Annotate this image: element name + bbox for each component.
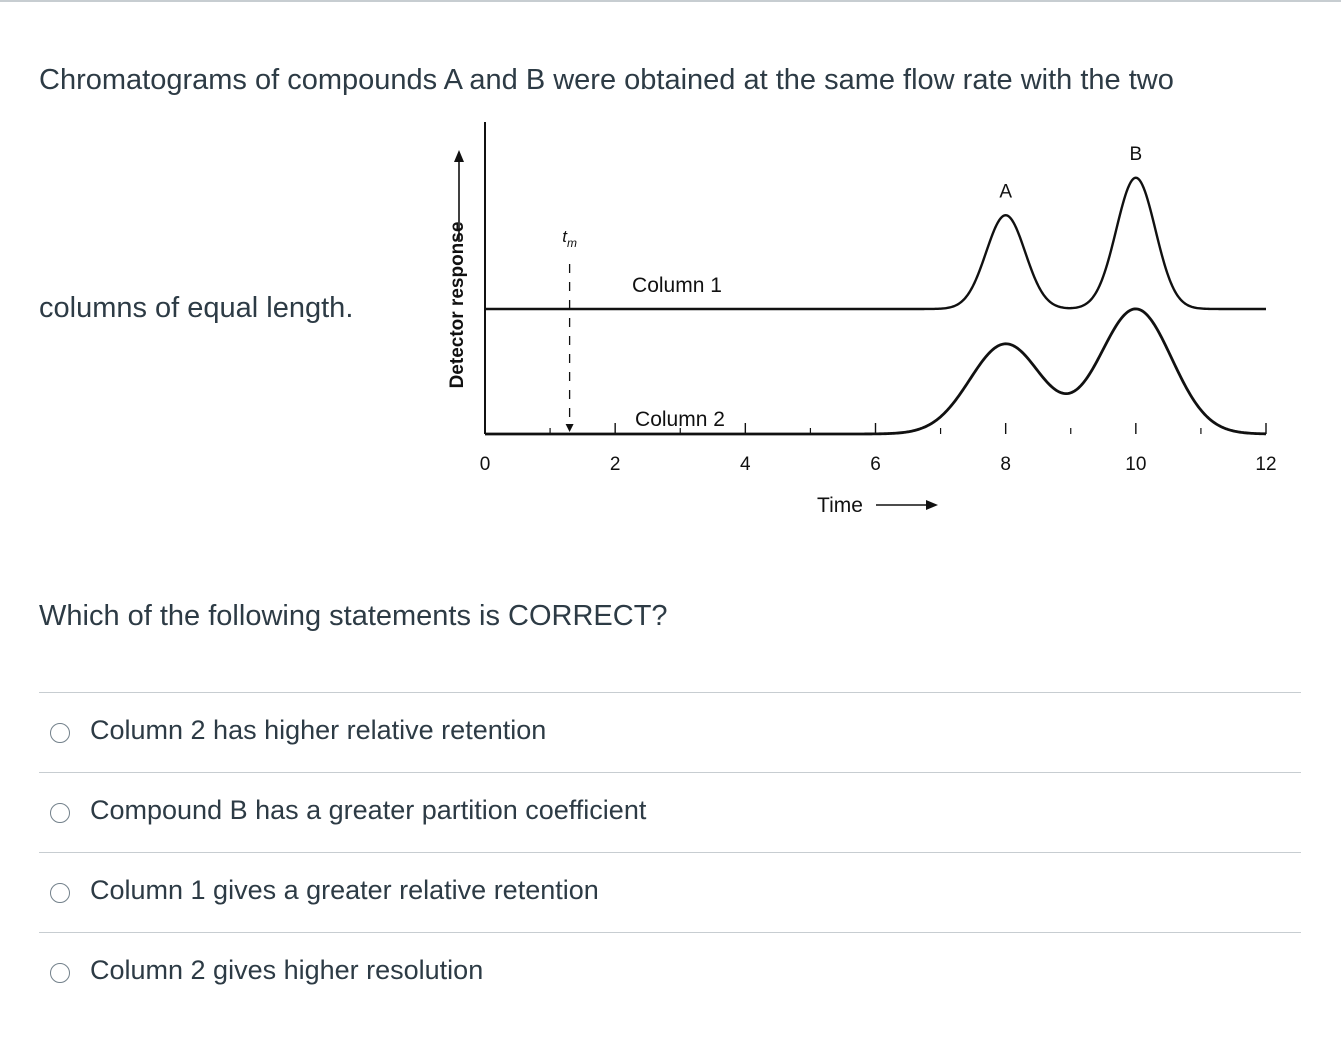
dead-time-arrowhead [566,424,574,432]
radio-button[interactable] [50,883,70,903]
chromatogram-figure [420,112,1300,532]
x-tick-label: 12 [1255,454,1277,475]
chart-labels [447,144,1277,517]
y-axis-label: Detector response [447,221,468,389]
answer-label: Column 1 gives a greater relative retention [90,875,599,905]
answer-label: Column 2 gives higher resolution [90,955,484,985]
answer-option[interactable] [39,932,1301,1012]
x-tick-label: 0 [479,454,491,475]
x-tick-label: 10 [1125,454,1147,475]
x-tick-label: 4 [740,454,751,475]
top-divider [0,0,1341,2]
answer-option[interactable] [39,692,1301,772]
radio-button[interactable] [50,963,70,983]
x-tick-label: 8 [1000,454,1011,475]
chart-series [485,178,1266,434]
x-tick-label: 2 [609,454,621,475]
answer-list [39,692,1301,1012]
question-text-line-1: Chromatograms of compounds A and B were obtained at the same flow rate with the two [39,64,1174,96]
question-text-line-2: columns of equal length. [39,292,354,324]
radio-button[interactable] [50,803,70,823]
answer-label: Column 2 has higher relative retention [90,715,547,745]
answer-option[interactable] [39,772,1301,852]
answer-option[interactable] [39,852,1301,932]
series-label-column-2: Column 2 [635,408,725,431]
peak-label-a: A [999,181,1013,203]
dead-time-label: $t_m$ [562,227,577,250]
series-line-column-1 [485,178,1266,309]
series-line-column-2 [485,309,1266,434]
x-axis-arrowhead [926,500,938,510]
series-label-column-1: Column 1 [632,274,722,297]
peak-label-b: B [1129,143,1143,165]
x-axis-label: Time [817,494,863,517]
y-axis-arrowhead [454,150,464,162]
dead-time-subscript: m [566,236,577,250]
chart-axes [454,122,1266,510]
question-prompt: Which of the following statements is CORRECT? [39,600,668,632]
radio-button[interactable] [50,723,70,743]
answer-label: Compound B has a greater partition coefficient [90,795,647,825]
x-tick-label: 6 [870,454,881,475]
